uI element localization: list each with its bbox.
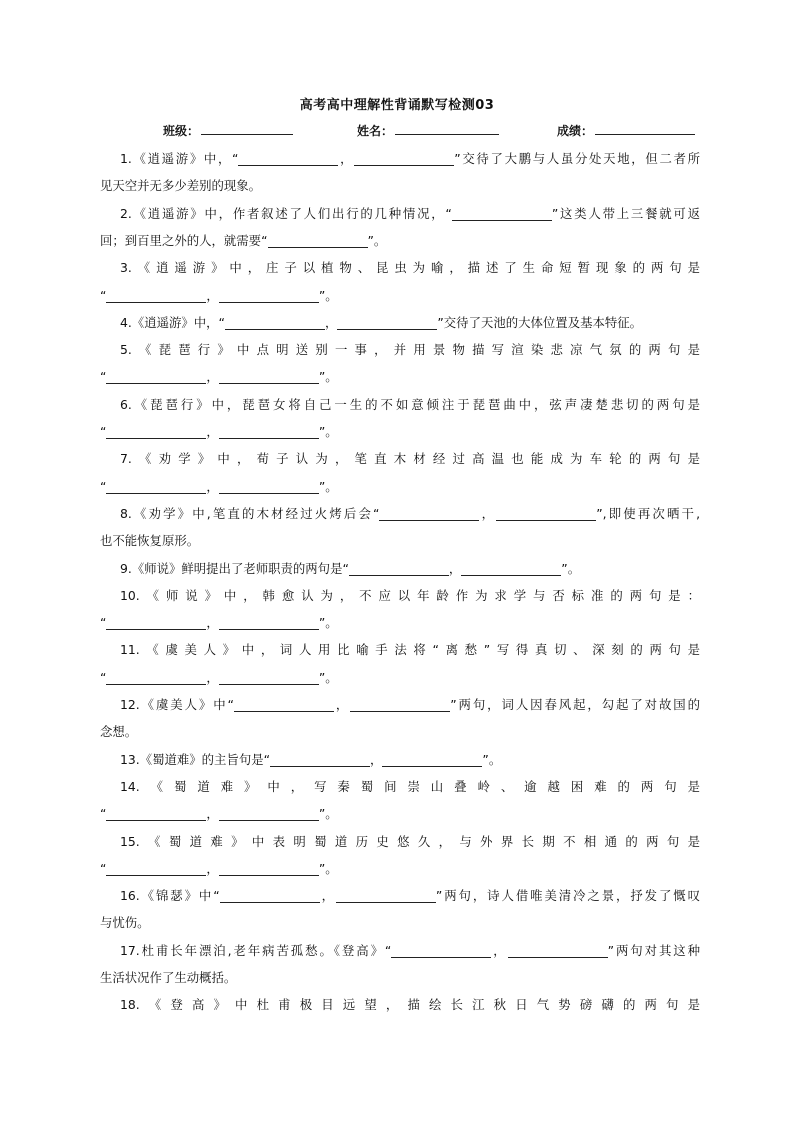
answer-blank[interactable] <box>379 506 479 521</box>
question-text: “ <box>100 860 107 876</box>
question-continuation-line <box>100 527 700 554</box>
answer-blank[interactable] <box>219 670 319 685</box>
question-text: ”。 <box>318 860 338 876</box>
question-line <box>120 500 700 527</box>
answer-blank[interactable] <box>106 288 206 303</box>
question-line <box>120 200 700 227</box>
question-line <box>120 937 700 964</box>
question-line <box>120 254 700 281</box>
page-title: 高考高中理解性背诵默写检测03 <box>299 98 495 113</box>
name-blank[interactable] <box>395 122 499 135</box>
question-continuation-line <box>100 609 700 636</box>
question-text: ”。 <box>318 287 338 303</box>
question-text: ”。 <box>561 560 581 576</box>
question-text: 15.《蜀道难》中表明蜀道历史悠久，与外界长期不相通的两句是 <box>120 833 700 849</box>
answer-blank[interactable] <box>452 206 552 221</box>
answer-blank[interactable] <box>106 615 206 630</box>
question-line <box>120 746 700 773</box>
answer-blank[interactable] <box>234 697 334 712</box>
question-text: ， <box>206 860 219 876</box>
answer-blank[interactable] <box>354 151 454 166</box>
answer-blank[interactable] <box>508 943 608 958</box>
question-continuation-line <box>100 855 700 882</box>
question-text: 4.《逍遥游》中，“ <box>120 314 225 330</box>
question-text: ， <box>333 697 351 712</box>
question-text: ”交待了大鹏与人虽分处天地，但二者所 <box>454 151 700 166</box>
question-text: ”。 <box>318 615 338 631</box>
question-text: ， <box>206 669 219 685</box>
question-text: 14.《蜀道难》中，写秦蜀间崇山叠岭、逾越困难的两句是 <box>120 778 700 794</box>
answer-blank[interactable] <box>350 697 450 712</box>
question-line <box>120 391 700 418</box>
question-text: ”两句，词人因春风起，勾起了对故国的 <box>450 697 700 712</box>
answer-blank[interactable] <box>219 615 319 630</box>
answer-blank[interactable] <box>219 288 319 303</box>
answer-blank[interactable] <box>219 369 319 384</box>
question-text: 也不能恢复原形。 <box>100 533 200 549</box>
question-line <box>120 555 700 582</box>
score-field[interactable] <box>557 122 695 139</box>
question-text: ， <box>206 806 219 822</box>
score-label: 成绩： <box>557 124 594 138</box>
question-text: 5.《琵琶行》中点明送别一事，并用景物描写渲染悲凉气氛的两句是 <box>120 342 700 358</box>
question-continuation-line <box>100 418 700 445</box>
question-text: 17.杜甫长年漂泊,老年病苦孤愁。《登高》“ <box>120 942 392 958</box>
question-continuation-line <box>100 800 700 827</box>
question-text: ”,即使再次晒干, <box>596 505 700 521</box>
answer-blank[interactable] <box>238 151 338 166</box>
question-line <box>120 691 700 718</box>
question-line <box>120 309 700 336</box>
class-blank[interactable] <box>201 122 293 135</box>
question-text: “ <box>100 669 107 685</box>
answer-blank[interactable] <box>106 670 206 685</box>
question-text: ， <box>319 888 336 904</box>
answer-blank[interactable] <box>496 506 596 521</box>
question-text: ， <box>479 505 497 521</box>
question-continuation-line <box>100 664 700 691</box>
question-line <box>120 445 700 472</box>
name-field[interactable] <box>357 122 499 139</box>
question-line <box>120 828 700 855</box>
question-line <box>120 145 700 172</box>
answer-blank[interactable] <box>219 861 319 876</box>
question-text: 念想。 <box>100 724 138 740</box>
question-text: 16.《锦瑟》中“ <box>120 888 220 904</box>
student-info-row <box>0 122 794 142</box>
question-text: ， <box>370 751 383 767</box>
answer-blank[interactable] <box>268 233 368 248</box>
answer-blank[interactable] <box>106 861 206 876</box>
question-text: ”。 <box>318 478 338 494</box>
question-text: ”。 <box>482 751 502 767</box>
answer-blank[interactable] <box>225 315 325 330</box>
class-label: 班级： <box>163 124 200 138</box>
answer-blank[interactable] <box>382 752 482 767</box>
question-continuation-line <box>100 964 700 991</box>
question-text: “ <box>100 369 107 385</box>
question-text: 7.《劝学》中，荀子认为，笔直木材经过高温也能成为车轮的两句是 <box>120 451 700 467</box>
question-line <box>120 636 700 663</box>
question-text: “ <box>100 615 107 631</box>
question-text: 回；到百里之外的人，就需要“ <box>100 232 268 248</box>
answer-blank[interactable] <box>219 806 319 821</box>
answer-blank[interactable] <box>219 479 319 494</box>
question-text: 8.《劝学》中,笔直的木材经过火烤后会“ <box>120 505 380 521</box>
question-text: 13.《蜀道难》的主旨句是“ <box>120 751 271 767</box>
question-text: 6.《琵琶行》中，琵琶女将自己一生的不如意倾注于琵琶曲中，弦声凄楚悲切的两句是 <box>120 396 700 412</box>
question-text: ， <box>206 424 219 439</box>
answer-blank[interactable] <box>106 424 206 439</box>
question-text: ， <box>324 314 338 330</box>
answer-blank[interactable] <box>219 424 319 439</box>
question-text: “ <box>100 806 107 822</box>
answer-blank[interactable] <box>461 561 561 576</box>
question-line <box>120 991 700 1018</box>
question-text: ”交待了天池的大体位置及基本特征。 <box>437 314 643 330</box>
answer-blank[interactable] <box>106 479 206 494</box>
question-text: ”。 <box>318 424 338 439</box>
question-line <box>120 882 700 909</box>
question-text: “ <box>100 424 107 439</box>
question-continuation-line <box>100 473 700 500</box>
question-text: 18.《登高》中杜甫极目远望，描绘长江秋日气势磅礴的两句是 <box>120 997 700 1013</box>
question-text: ”。 <box>318 369 338 385</box>
question-text: ， <box>448 560 462 576</box>
question-text: “ <box>100 287 107 303</box>
answer-blank[interactable] <box>391 943 491 958</box>
answer-blank[interactable] <box>336 888 436 903</box>
question-text: ”两句，诗人借唯美清冷之景，抒发了慨叹 <box>435 888 700 904</box>
class-field[interactable] <box>163 122 293 139</box>
score-blank[interactable] <box>595 122 695 135</box>
question-continuation-line <box>100 909 700 936</box>
question-text: ， <box>206 287 219 303</box>
question-text: 9.《师说》鲜明提出了老师职责的两句是“ <box>120 560 349 576</box>
question-text: ， <box>206 615 219 631</box>
question-continuation-line <box>100 172 700 199</box>
question-text: 10.《师说》中，韩愈认为，不应以年龄作为求学与否标准的两句是： <box>120 587 700 603</box>
question-continuation-line <box>100 282 700 309</box>
answer-blank[interactable] <box>106 369 206 384</box>
question-line <box>120 336 700 363</box>
question-text: 生活状况作了生动概括。 <box>100 970 237 985</box>
question-text: 12.《虞美人》中“ <box>120 697 234 712</box>
question-text: 3.《逍遥游》中，庄子以植物、昆虫为喻，描述了生命短暂现象的两句是 <box>120 260 700 276</box>
question-text: ， <box>206 478 219 494</box>
question-text: 2.《逍遥游》中，作者叙述了人们出行的几种情况，“ <box>120 205 452 221</box>
question-line <box>120 582 700 609</box>
question-text: ”这类人带上三餐就可返 <box>551 205 700 221</box>
question-text: ”。 <box>318 806 338 822</box>
name-label: 姓名： <box>357 124 394 138</box>
question-text: 11.《虞美人》中，词人用比喻手法将“离愁”写得真切、深刻的两句是 <box>120 642 700 658</box>
question-text: ”。 <box>318 669 338 685</box>
answer-blank[interactable] <box>337 315 437 330</box>
question-text: ， <box>338 151 355 166</box>
question-text: 见天空并无多少差别的现象。 <box>100 178 262 194</box>
question-text: ”。 <box>367 232 387 248</box>
question-text: “ <box>100 478 107 494</box>
question-text: 1.《逍遥游》中，“ <box>120 151 239 166</box>
question-text: ， <box>206 369 219 385</box>
question-continuation-line <box>100 363 700 390</box>
question-text: ”两句对其这种 <box>607 942 700 958</box>
answer-blank[interactable] <box>270 752 370 767</box>
answer-blank[interactable] <box>349 561 449 576</box>
question-text: ， <box>491 942 508 958</box>
answer-blank[interactable] <box>220 888 320 903</box>
question-continuation-line <box>100 227 700 254</box>
answer-blank[interactable] <box>106 806 206 821</box>
question-continuation-line <box>100 718 700 745</box>
question-text: 与忧伤。 <box>100 915 150 931</box>
question-line <box>120 773 700 800</box>
